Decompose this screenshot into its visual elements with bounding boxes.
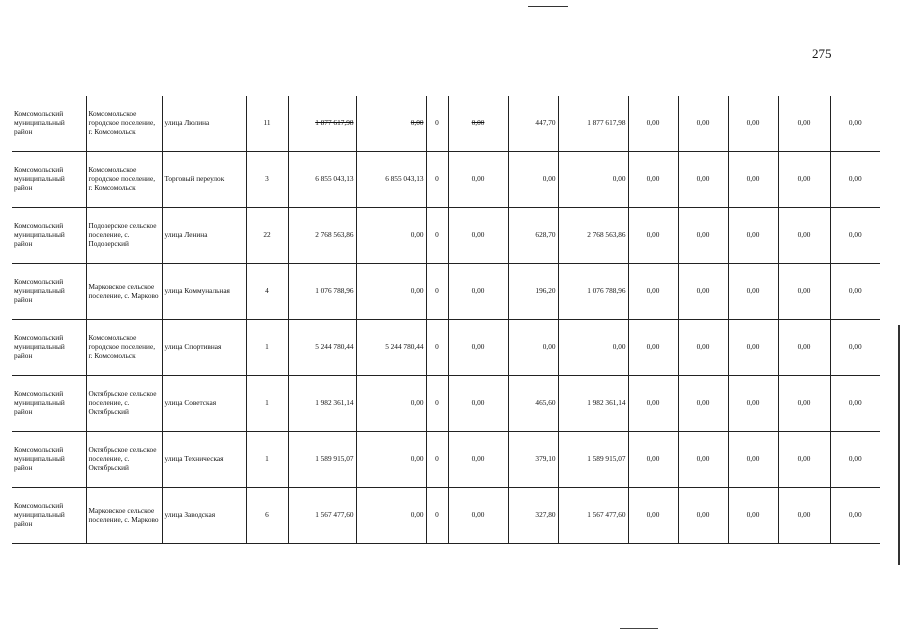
cell-district: Комсомольский муниципальный район: [12, 432, 86, 488]
cell-street: улица Люлина: [162, 96, 246, 152]
cell-value-8: 0,00: [448, 96, 508, 152]
cell-value-7: 0: [426, 264, 448, 320]
cell-value-7: 0: [426, 488, 448, 544]
cell-value-15: 0,00: [830, 320, 880, 376]
cell-settlement: Марковское сельское поселение, с. Марково: [86, 488, 162, 544]
cell-value-15: 0,00: [830, 264, 880, 320]
cell-value-13: 0,00: [728, 488, 778, 544]
cell-house-count: 1: [246, 376, 288, 432]
cell-value-6: 5 244 780,44: [356, 320, 426, 376]
scan-edge-bar: [898, 325, 900, 565]
cell-value-14: 0,00: [778, 376, 830, 432]
cell-value-11: 0,00: [628, 432, 678, 488]
table-row: [12, 432, 880, 488]
cell-value-14: 0,00: [778, 208, 830, 264]
cell-value-6: 6 855 043,13: [356, 152, 426, 208]
cell-value-15: 0,00: [830, 376, 880, 432]
cell-value-10: 1 076 788,96: [558, 264, 628, 320]
cell-value-11: 0,00: [628, 264, 678, 320]
cell-value-10: 1 589 915,07: [558, 432, 628, 488]
cell-house-count: 6: [246, 488, 288, 544]
cell-value-8: 0,00: [448, 376, 508, 432]
cell-district: Комсомольский муниципальный район: [12, 320, 86, 376]
scan-mark-top: [528, 6, 568, 7]
cell-value-10: 1 877 617,98: [558, 96, 628, 152]
cell-value-8: 0,00: [448, 264, 508, 320]
cell-district: Комсомольский муниципальный район: [12, 264, 86, 320]
table-row: [12, 264, 880, 320]
cell-value-12: 0,00: [678, 208, 728, 264]
cell-settlement: Комсомольское городское поселение, г. Комсомольск: [86, 96, 162, 152]
cell-district: Комсомольский муниципальный район: [12, 208, 86, 264]
cell-district: Комсомольский муниципальный район: [12, 376, 86, 432]
cell-value-15: 0,00: [830, 152, 880, 208]
cell-value-7: 0: [426, 152, 448, 208]
cell-value-14: 0,00: [778, 488, 830, 544]
cell-total-cost: 5 244 780,44: [288, 320, 356, 376]
cell-area: 465,60: [508, 376, 558, 432]
table-row: [12, 208, 880, 264]
cell-value-8: 0,00: [448, 432, 508, 488]
cell-value-13: 0,00: [728, 208, 778, 264]
cell-street: улица Спортивная: [162, 320, 246, 376]
cell-area: 379,10: [508, 432, 558, 488]
cell-value-7: 0: [426, 320, 448, 376]
cell-area: 447,70: [508, 96, 558, 152]
cell-street: улица Техническая: [162, 432, 246, 488]
cell-area: 628,70: [508, 208, 558, 264]
table-row: [12, 96, 880, 152]
cell-area: 327,80: [508, 488, 558, 544]
cell-house-count: 4: [246, 264, 288, 320]
cell-value-11: 0,00: [628, 376, 678, 432]
cell-value-6: 0,00: [356, 96, 426, 152]
cell-house-count: 3: [246, 152, 288, 208]
register-table: [12, 96, 880, 544]
cell-settlement: Подозерское сельское поселение, с. Подозерский: [86, 208, 162, 264]
cell-value-11: 0,00: [628, 152, 678, 208]
cell-house-count: 22: [246, 208, 288, 264]
cell-street: улица Коммунальная: [162, 264, 246, 320]
cell-value-8: 0,00: [448, 320, 508, 376]
cell-house-count: 1: [246, 320, 288, 376]
page-number: 275: [812, 46, 832, 61]
cell-value-10: 0,00: [558, 152, 628, 208]
cell-settlement: Октябрьское сельское поселение, с. Октябрьский: [86, 376, 162, 432]
cell-value-14: 0,00: [778, 264, 830, 320]
cell-settlement: Комсомольское городское поселение, г. Комсомольск: [86, 320, 162, 376]
register-table-body: [12, 96, 880, 544]
cell-street: Торговый переулок: [162, 152, 246, 208]
cell-value-6: 0,00: [356, 488, 426, 544]
cell-total-cost: 1 076 788,96: [288, 264, 356, 320]
cell-value-12: 0,00: [678, 96, 728, 152]
cell-settlement: Октябрьское сельское поселение, с. Октябрьский: [86, 432, 162, 488]
cell-value-10: 1 567 477,60: [558, 488, 628, 544]
cell-settlement: Марковское сельское поселение, с. Марково: [86, 264, 162, 320]
cell-value-12: 0,00: [678, 488, 728, 544]
cell-area: 196,20: [508, 264, 558, 320]
cell-value-11: 0,00: [628, 488, 678, 544]
cell-total-cost: 6 855 043,13: [288, 152, 356, 208]
scan-mark-bottom: [620, 628, 658, 629]
table-row: [12, 488, 880, 544]
cell-value-13: 0,00: [728, 376, 778, 432]
cell-value-13: 0,00: [728, 432, 778, 488]
cell-value-13: 0,00: [728, 320, 778, 376]
table-row: [12, 320, 880, 376]
cell-district: Комсомольский муниципальный район: [12, 488, 86, 544]
cell-value-15: 0,00: [830, 208, 880, 264]
cell-value-6: 0,00: [356, 432, 426, 488]
cell-area: 0,00: [508, 152, 558, 208]
cell-value-12: 0,00: [678, 264, 728, 320]
cell-value-11: 0,00: [628, 96, 678, 152]
cell-value-14: 0,00: [778, 320, 830, 376]
cell-value-14: 0,00: [778, 432, 830, 488]
cell-value-6: 0,00: [356, 208, 426, 264]
table-row: [12, 152, 880, 208]
cell-value-6: 0,00: [356, 376, 426, 432]
cell-street: улица Советская: [162, 376, 246, 432]
cell-value-15: 0,00: [830, 488, 880, 544]
cell-value-7: 0: [426, 376, 448, 432]
table-row: [12, 376, 880, 432]
cell-value-13: 0,00: [728, 264, 778, 320]
cell-settlement: Комсомольское городское поселение, г. Комсомольск: [86, 152, 162, 208]
cell-total-cost: 1 589 915,07: [288, 432, 356, 488]
cell-total-cost: 1 877 617,98: [288, 96, 356, 152]
cell-value-13: 0,00: [728, 96, 778, 152]
cell-value-8: 0,00: [448, 152, 508, 208]
cell-value-10: 1 982 361,14: [558, 376, 628, 432]
cell-district: Комсомольский муниципальный район: [12, 152, 86, 208]
cell-value-12: 0,00: [678, 320, 728, 376]
cell-value-12: 0,00: [678, 152, 728, 208]
cell-value-14: 0,00: [778, 152, 830, 208]
cell-area: 0,00: [508, 320, 558, 376]
cell-value-12: 0,00: [678, 376, 728, 432]
cell-value-8: 0,00: [448, 208, 508, 264]
cell-value-14: 0,00: [778, 96, 830, 152]
cell-district: Комсомольский муниципальный район: [12, 96, 86, 152]
cell-total-cost: 1 982 361,14: [288, 376, 356, 432]
cell-street: улица Ленина: [162, 208, 246, 264]
cell-value-15: 0,00: [830, 96, 880, 152]
cell-value-10: 2 768 563,86: [558, 208, 628, 264]
cell-house-count: 1: [246, 432, 288, 488]
cell-value-10: 0,00: [558, 320, 628, 376]
cell-value-7: 0: [426, 432, 448, 488]
cell-street: улица Заводская: [162, 488, 246, 544]
cell-value-7: 0: [426, 208, 448, 264]
cell-value-8: 0,00: [448, 488, 508, 544]
cell-value-11: 0,00: [628, 208, 678, 264]
cell-value-12: 0,00: [678, 432, 728, 488]
cell-house-count: 11: [246, 96, 288, 152]
cell-total-cost: 1 567 477,60: [288, 488, 356, 544]
cell-value-13: 0,00: [728, 152, 778, 208]
cell-value-15: 0,00: [830, 432, 880, 488]
cell-value-6: 0,00: [356, 264, 426, 320]
cell-value-7: 0: [426, 96, 448, 152]
cell-value-11: 0,00: [628, 320, 678, 376]
cell-total-cost: 2 768 563,86: [288, 208, 356, 264]
